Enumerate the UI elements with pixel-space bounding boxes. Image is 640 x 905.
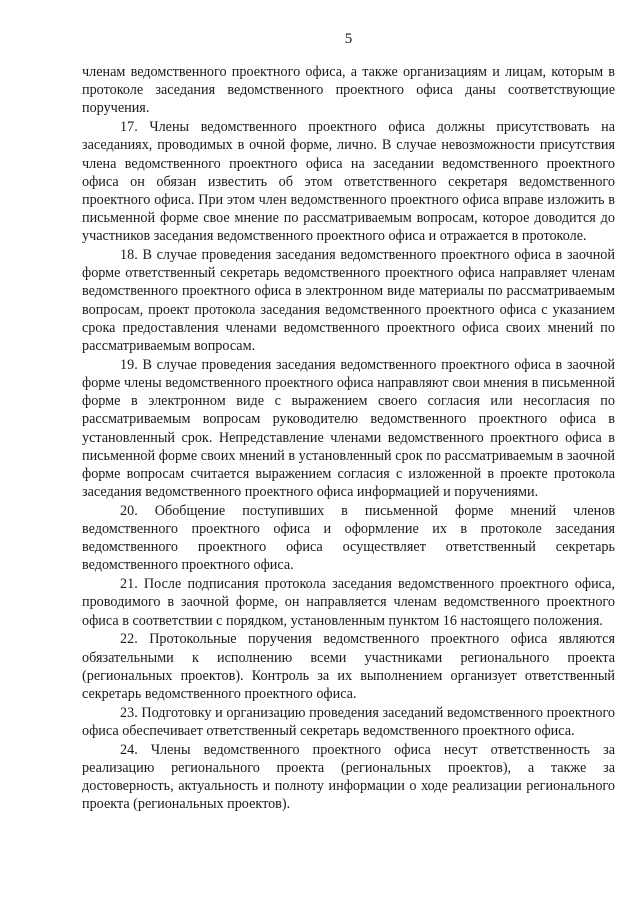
paragraph-20: 20. Обобщение поступивших в письменной форме мнений членов ведомственного проектного офиса и оформление их в протоколе заседания ведомственного проектного офиса осуществляет ответственный секретарь ведомственного проектного офиса. — [82, 502, 615, 574]
paragraph-17: 17. Члены ведомственного проектного офиса должны присутствовать на заседаниях, проводимых в очной форме, лично. В случае невозможности присутствия члена ведомственного проектного офиса на заседании ведомственного проектного офиса он обязан известить об этом ответственного секретаря ведомственного проектного офиса. При этом член ведомственного проектного офиса вправе изложить в письменной форме свое мнение по рассматриваемым вопросам, которое доводится до участников заседания ведомственного проектного офиса и отражается в протоколе. — [82, 119, 615, 245]
document-body — [82, 63, 615, 814]
paragraph-continuation: членам ведомственного проектного офиса, а также организациям и лицам, которым в протоколе заседания ведомственного проектного офиса даны соответствующие поручения. — [82, 64, 615, 117]
paragraph-22: 22. Протокольные поручения ведомственного проектного офиса являются обязательными к исполнению всеми участниками регионального проекта (региональных проектов). Контроль за их выполнением организует ответственный секретарь ведомственного проектного офиса. — [82, 631, 615, 702]
paragraph-18: 18. В случае проведения заседания ведомственного проектного офиса в заочной форме ответственный секретарь ведомственного проектного офиса направляет членам ведомственного проектного офиса в электронном виде материалы по рассматриваемым вопросам, проект протокола заседания ведомственного проектного офиса с указанием срока предоставления членами ведомственного проектного офиса своих мнений по рассматриваемым вопросам. — [82, 247, 615, 355]
paragraph-19: 19. В случае проведения заседания ведомственного проектного офиса в заочной форме члены ведомственного проектного офиса направляют свои мнения в письменной форме в электронном виде с выражением своего согласия или несогласия по рассматриваемым вопросам руководителю ведомственного проектного офиса в установленный срок. Непредставление членами ведомственного проектного офиса в письменной форме своих мнений в установленный срок по рассматриваемым в заочной форме вопросам считается выражением согласия с изложенной в проекте протокола заседания ведомственного проектного офиса информацией и поручениями. — [82, 356, 615, 501]
paragraph-23: 23. Подготовку и организацию проведения заседаний ведомственного проектного офиса обеспечивает ответственный секретарь ведомственного проектного офиса. — [82, 704, 615, 739]
page-number: 5 — [344, 31, 353, 47]
paragraph-21: 21. После подписания протокола заседания ведомственного проектного офиса, проводимого в заочной форме, он направляется членам ведомственного проектного офиса в соответствии с порядком, установленным пунктом 16 настоящего положения. — [82, 576, 615, 629]
paragraph-24: 24. Члены ведомственного проектного офиса несут ответственность за реализацию регионального проекта (региональных проектов), а также за достоверность, актуальность и полноту информации о ходе реализации регионального проекта (региональных проектов). — [82, 741, 615, 813]
